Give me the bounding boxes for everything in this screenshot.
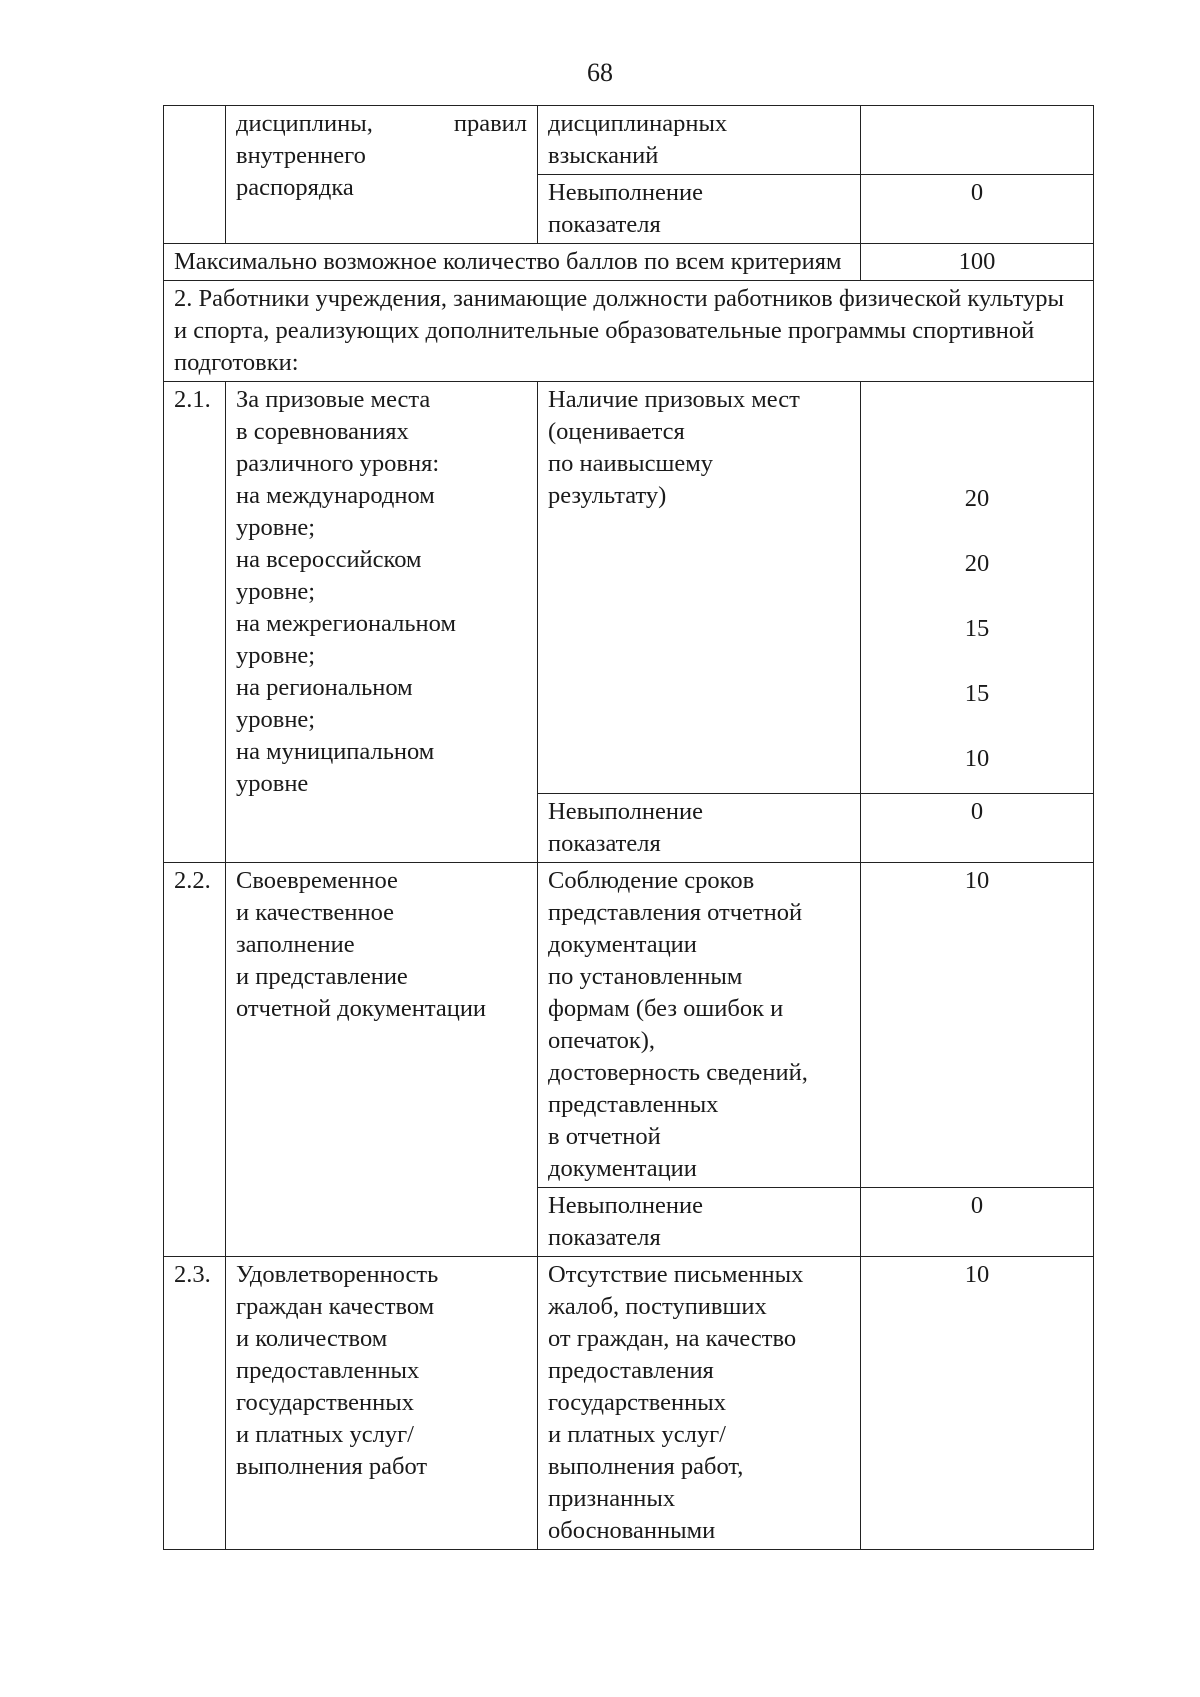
score-cell: [861, 106, 1094, 175]
max-score-label: Максимально возможное количество баллов по всем критериям: [164, 244, 861, 281]
table-row: [164, 106, 1094, 175]
number-cell: 2.2.: [164, 863, 226, 1257]
indicator-cell: Наличие призовых мест (оценивается по наивысшему результату): [538, 382, 861, 794]
criterion-text: внутреннего распорядка: [236, 142, 366, 201]
score-cell: 0: [861, 794, 1094, 863]
criteria-table: [163, 105, 1094, 1550]
criterion-cell: Удовлетворенность граждан качеством и количеством предоставленных государственных и платных услуг/ выполнения работ: [226, 1257, 538, 1550]
criterion-cell: [226, 106, 538, 244]
number-cell: 2.3.: [164, 1257, 226, 1550]
points-value: 15: [964, 680, 990, 707]
indicator-cell: Отсутствие письменных жалоб, поступивших от граждан, на качество предоставления государственных и платных услуг/ выполнения работ, признанных обоснованными: [538, 1257, 861, 1550]
max-score-value: 100: [861, 244, 1094, 281]
criterion-cell: Своевременное и качественное заполнение и представление отчетной документации: [226, 863, 538, 1257]
criterion-text: правил: [453, 110, 527, 137]
score-cell: 10: [861, 863, 1094, 1188]
indicator-cell: Соблюдение сроков представления отчетной документации по установленным формам (без ошибок и опечаток), достоверность сведений, представленных в отчетной документации: [538, 863, 861, 1188]
page-number: 68: [587, 58, 613, 87]
table-row: [164, 382, 1094, 794]
score-cell: 0: [861, 175, 1094, 244]
indicator-cell: Невыполнение показателя: [538, 175, 861, 244]
indicator-cell: Невыполнение показателя: [538, 1188, 861, 1257]
criterion-text: дисциплины,: [236, 110, 373, 137]
table-row: [164, 244, 1094, 281]
points-value: 15: [964, 615, 990, 642]
table-row: [164, 281, 1094, 382]
points-list: [871, 466, 1083, 791]
criterion-cell: За призовые места в соревнованиях различного уровня: на международном уровне; на всероссийском уровне; на межрегиональном уровне; на региональном уровне; на муниципальном уровне: [226, 382, 538, 863]
score-cell: 10: [861, 1257, 1094, 1550]
points-value: 20: [964, 550, 990, 577]
score-cell: 0: [861, 1188, 1094, 1257]
section-heading: 2. Работники учреждения, занимающие должности работников физической культуры и спорта, реализующих дополнительные образовательные программы спортивной подготовки:: [164, 281, 1094, 382]
score-cell: [861, 382, 1094, 794]
indicator-cell: дисциплинарных взысканий: [538, 106, 861, 175]
number-cell: [164, 106, 226, 244]
table-row: [164, 1257, 1094, 1550]
indicator-cell: Невыполнение показателя: [538, 794, 861, 863]
points-value: 10: [964, 745, 990, 772]
points-value: 20: [964, 485, 990, 512]
number-cell: 2.1.: [164, 382, 226, 863]
table-row: [164, 863, 1094, 1188]
criterion-first-line: [236, 108, 527, 140]
